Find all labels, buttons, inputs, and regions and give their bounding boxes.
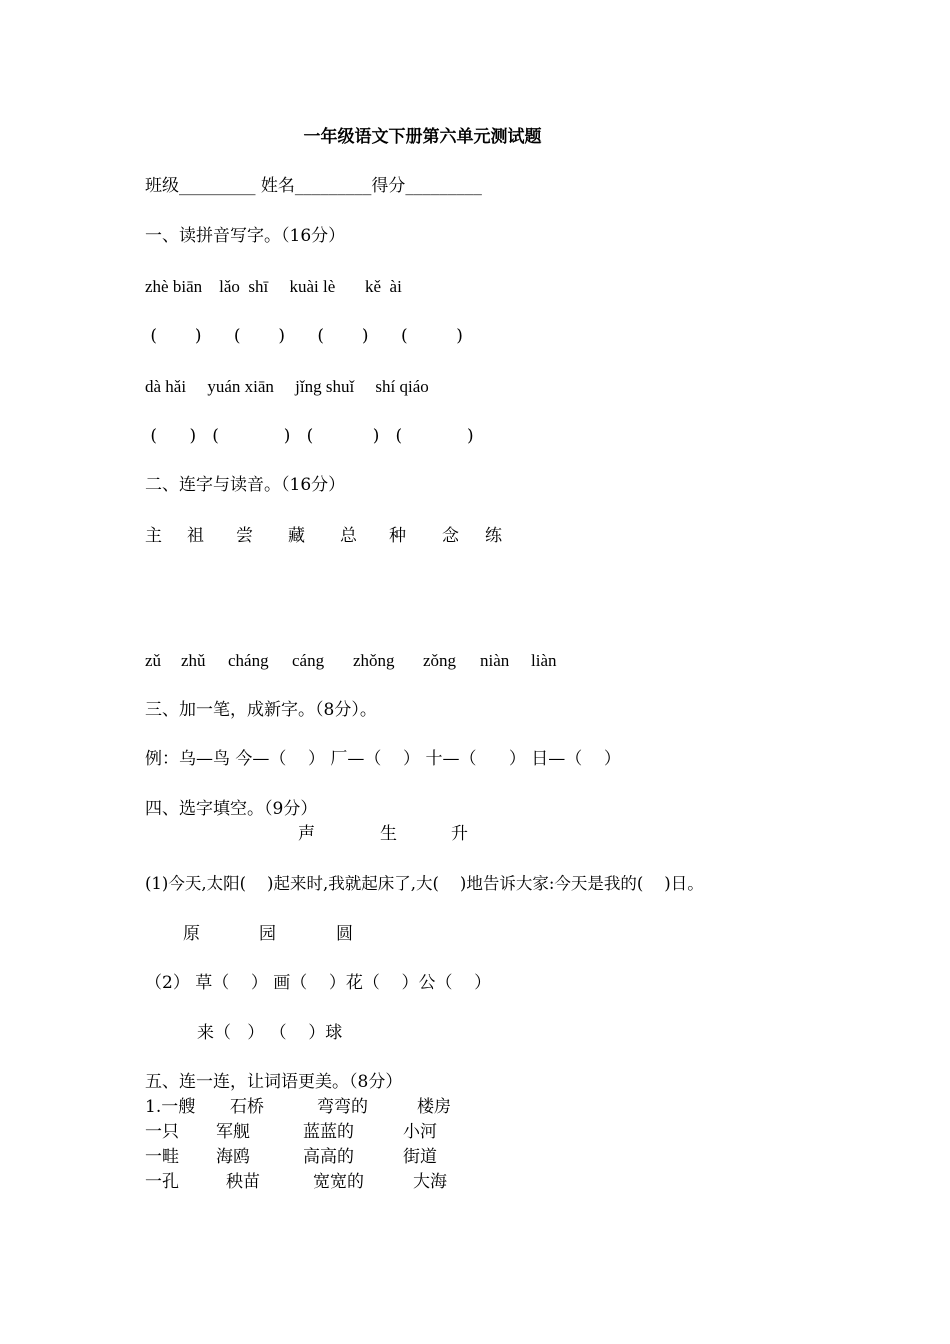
section5-word: 军舰 [216,1122,250,1142]
section5-word: 秧苗 [226,1172,260,1192]
section2-char: 练 [485,526,502,546]
section4-question1: (1)今天,太阳( )起来时,我就起床了,大( )地告诉大家:今天是我的( )日。 [145,874,704,893]
section3-heading: 三、加一笔，成新字。（8分）。 [145,700,377,720]
section2-char: 种 [389,526,406,546]
section1-pinyin-row1: zhè biān lǎo shī kuài lè kě ài [145,277,402,296]
section4-choice-char: 原 [183,924,200,944]
section2-pinyin: zǒng [423,651,457,670]
section2-char: 念 [442,526,459,546]
section5-heading: 五、连一连，让词语更美。（8分） [145,1072,403,1092]
section1-heading: 一、读拼音写字。（16分） [145,226,346,246]
section2-pinyin: cáng [292,651,325,670]
section2-pinyin: cháng [228,651,269,670]
section5-word: 楼房 [417,1097,451,1117]
section2-pinyin: zǔ [145,651,162,670]
section2-char: 藏 [288,526,305,546]
section2-char: 主 [145,526,162,546]
section4-question2-continued: 来（ ） （ ）球 [197,1023,343,1043]
page-title: 一年级语文下册第六单元测试题 [303,127,542,147]
section2-pinyin: zhǔ [181,651,206,670]
section5-word: 高高的 [303,1147,354,1167]
section5-word: 石桥 [230,1097,264,1117]
section5-word: 小河 [403,1122,437,1142]
section1-blanks-row1: ( ) ( ) ( ) ( ) [145,326,463,346]
section5-word: 宽宽的 [313,1172,364,1192]
section2-char: 祖 [187,526,204,546]
section1-blanks-row2: ( ) ( ) ( ) ( ) [145,426,474,446]
section5-word: 大海 [413,1172,447,1192]
section5-word: 街道 [403,1147,437,1167]
section5-word: 海鸥 [216,1147,250,1167]
section4-choice-char: 生 [380,824,397,844]
section4-choice-char: 园 [259,924,276,944]
section5-word: 一只 [145,1122,179,1142]
section5-word: 蓝蓝的 [303,1122,354,1142]
section2-heading: 二、连字与读音。（16分） [145,475,346,495]
section2-pinyin: zhǒng [353,651,395,670]
section4-choice-char: 声 [298,824,315,844]
section5-word: 1.一艘 [145,1097,196,1117]
section5-word: 弯弯的 [317,1097,368,1117]
section4-choice-char: 圆 [336,924,353,944]
section4-question2: （2） 草（ ） 画（ ）花（ ）公（ ） [145,973,492,993]
section2-char: 总 [340,526,357,546]
section2-char: 尝 [236,526,253,546]
section2-pinyin: liàn [531,651,557,670]
section4-choice-char: 升 [451,824,468,844]
section5-word: 一畦 [145,1147,179,1167]
section5-word: 一孔 [145,1172,179,1192]
section2-pinyin: niàn [480,651,510,670]
section1-pinyin-row2: dà hǎi yuán xiān jǐng shuǐ shí qiáo [145,377,429,396]
section3-exercise-line: 例：乌—鸟 今—（ ） 厂—（ ） 十—（ ） 日—（ ） [145,749,621,769]
section4-heading: 四、选字填空。（9分） [145,799,318,819]
student-info-line: 班级_________ 姓名_________得分_________ [145,176,482,196]
